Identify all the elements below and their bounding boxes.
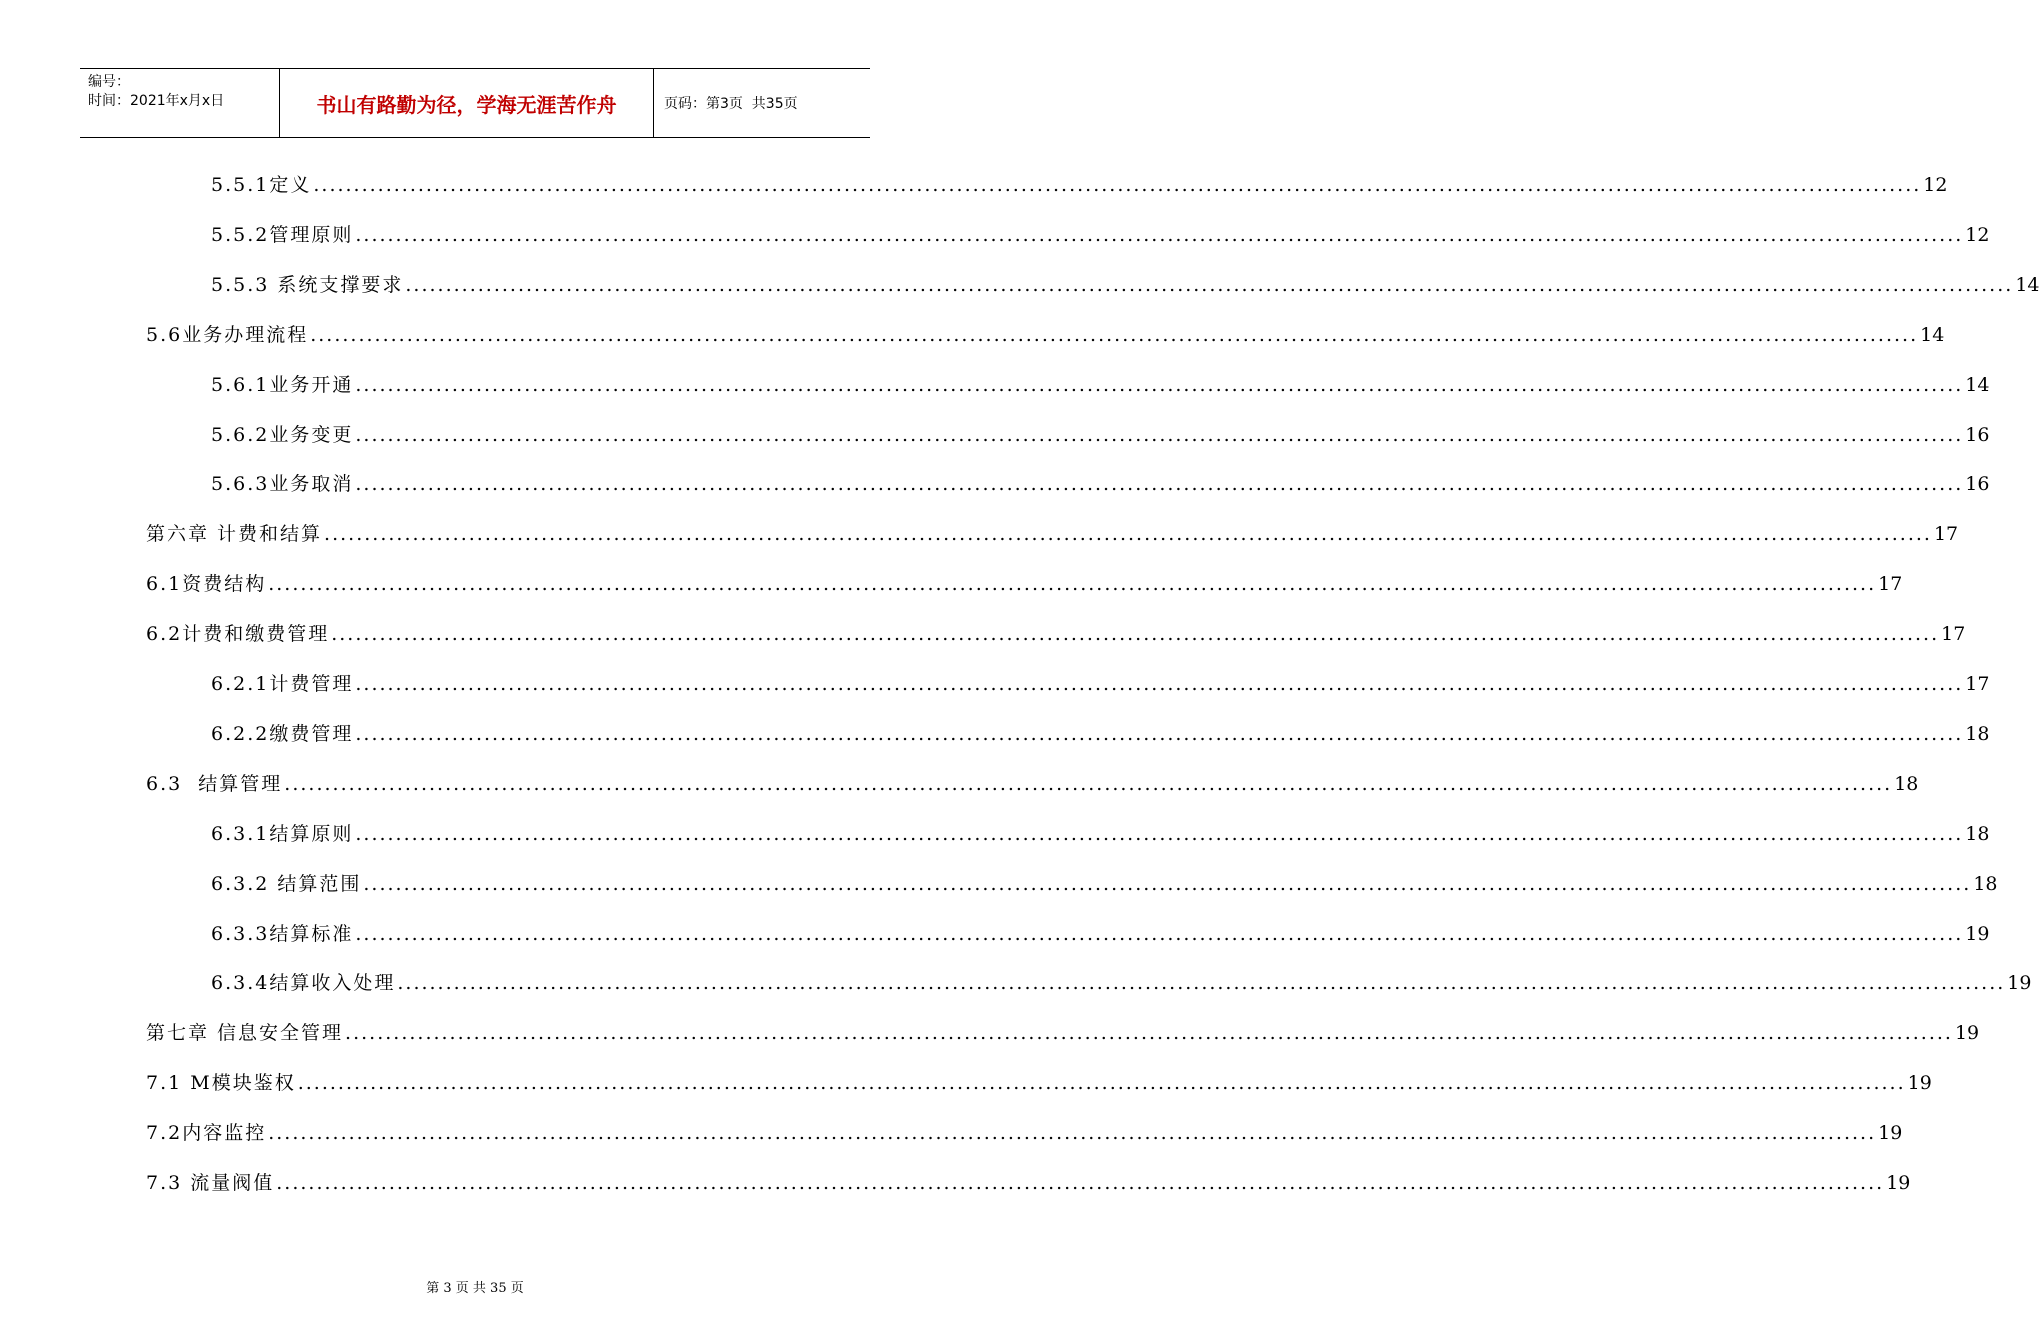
header-motto (280, 69, 654, 137)
toc-entry[interactable] (146, 320, 1945, 348)
header-page-info (654, 69, 870, 137)
header-date: 时间：2021年x月x日 (88, 93, 225, 109)
toc-leader-dots: ........................................................................................................................................................................................................ (297, 1072, 1906, 1095)
toc-entry-page-number: 16 (1965, 423, 1990, 446)
toc-entry[interactable] (146, 1118, 1903, 1146)
toc-entry[interactable] (211, 669, 1990, 697)
toc-entry-page-number: 12 (1965, 223, 1990, 246)
toc-entry-page-number: 14 (1965, 373, 1990, 396)
toc-entry-title: 6.2.1计费管理 (211, 673, 354, 695)
toc-entry[interactable] (211, 270, 2040, 298)
toc-leader-dots: ........................................................................................................................................................................................................ (284, 772, 1893, 795)
page-header (80, 68, 870, 138)
toc-entry[interactable] (211, 420, 1990, 448)
toc-leader-dots: ........................................................................................................................................................................................................ (331, 623, 1940, 646)
toc-entry-title: 6.3.2 结算范围 (211, 872, 362, 895)
toc-entry-title: 6.2.2缴费管理 (211, 722, 354, 745)
toc-entry[interactable] (146, 769, 1919, 797)
toc-leader-dots: ........................................................................................................................................................................................................ (355, 373, 1964, 396)
toc-leader-dots: ........................................................................................................................................................................................................ (268, 573, 1877, 596)
toc-entry-page-number: 18 (1894, 772, 1919, 795)
toc-leader-dots: ........................................................................................................................................................................................................ (355, 673, 1964, 695)
toc-entry-page-number: 14 (2015, 273, 2040, 296)
toc-entry[interactable] (211, 919, 1990, 947)
toc-leader-dots: ........................................................................................................................................................................................................ (355, 223, 1964, 246)
toc-entry[interactable] (211, 370, 1990, 398)
toc-leader-dots: ........................................................................................................................................................................................................ (405, 273, 2014, 296)
toc-entry-page-number: 16 (1965, 473, 1990, 496)
toc-leader-dots: ........................................................................................................................................................................................................ (397, 972, 2006, 995)
toc-entry[interactable] (211, 220, 1990, 248)
toc-entry-title: 5.6业务办理流程 (146, 323, 309, 346)
toc-entry-title: 6.3.1结算原则 (211, 822, 354, 845)
toc-leader-dots: ........................................................................................................................................................................................................ (355, 423, 1964, 446)
toc-entry-title: 6.3.4结算收入处理 (211, 972, 396, 995)
toc-entry-page-number: 19 (1886, 1172, 1911, 1194)
toc-entry[interactable] (211, 968, 2032, 996)
toc-entry-title: 5.6.2业务变更 (211, 423, 354, 446)
toc-entry[interactable] (146, 1168, 1911, 1196)
toc-leader-dots: ........................................................................................................................................................................................................ (355, 822, 1964, 845)
toc-entry-title: 5.5.3 系统支撑要求 (211, 273, 404, 296)
toc-entry[interactable] (211, 170, 1948, 198)
toc-leader-dots: ........................................................................................................................................................................................................ (324, 523, 1932, 546)
toc-entry-title: 6.3.3结算标准 (211, 922, 354, 945)
toc-leader-dots: ........................................................................................................................................................................................................ (355, 722, 1964, 745)
toc-entry-page-number: 19 (1907, 1072, 1932, 1095)
toc-entry-title: 第七章 信息安全管理 (146, 1022, 344, 1045)
toc-entry-page-number: 12 (1923, 174, 1948, 196)
toc-leader-dots: ........................................................................................................................................................................................................ (355, 473, 1964, 496)
toc-entry-title: 6.2计费和缴费管理 (146, 623, 330, 646)
toc-entry-title: 6.3 结算管理 (146, 772, 283, 795)
toc-entry-title: 7.3 流量阀值 (146, 1172, 275, 1194)
header-meta (80, 69, 280, 137)
toc-leader-dots: ........................................................................................................................................................................................................ (313, 174, 1922, 196)
toc-entry-page-number: 18 (1965, 822, 1990, 845)
toc-entry-title: 6.1资费结构 (146, 573, 267, 596)
footer-page-number: 第 3 页 共 35 页 (426, 1281, 524, 1296)
toc-entry[interactable] (146, 1018, 1980, 1046)
page-info-text: 页码：第3页 共35页 (664, 96, 798, 112)
toc-entry-page-number: 17 (1878, 573, 1903, 596)
toc-entry-title: 5.5.1定义 (211, 174, 312, 196)
toc-leader-dots: ........................................................................................................................................................................................................ (363, 872, 1972, 895)
page-footer (0, 1277, 950, 1296)
toc-entry-page-number: 19 (1954, 1022, 1980, 1045)
toc-entry[interactable] (211, 469, 1990, 497)
toc-entry-page-number: 14 (1920, 323, 1945, 346)
toc-entry[interactable] (211, 819, 1990, 847)
toc-entry-page-number: 19 (1878, 1122, 1903, 1145)
toc-entry-page-number: 19 (2007, 972, 2032, 995)
toc-entry-title: 5.6.3业务取消 (211, 473, 354, 496)
toc-entry-title: 5.5.2管理原则 (211, 223, 354, 246)
toc-entry[interactable] (211, 719, 1990, 747)
toc-entry[interactable] (146, 619, 1966, 647)
toc-leader-dots: ........................................................................................................................................................................................................ (268, 1122, 1877, 1145)
toc-leader-dots: ........................................................................................................................................................................................................ (276, 1172, 1885, 1194)
toc-entry-title: 7.1 M模块鉴权 (146, 1072, 296, 1095)
toc-entry-page-number: 19 (1965, 922, 1990, 945)
header-number-label: 编号： (88, 74, 130, 90)
toc-entry[interactable] (146, 519, 1959, 547)
toc-entry-page-number: 17 (1965, 673, 1990, 695)
toc-entry[interactable] (146, 1068, 1932, 1096)
toc-entry-title: 第六章 计费和结算 (146, 523, 323, 546)
toc-entry[interactable] (146, 569, 1903, 597)
toc-leader-dots: ........................................................................................................................................................................................................ (345, 1022, 1953, 1045)
motto-text: 书山有路勤为径，学海无涯苦作舟 (316, 92, 617, 117)
toc-entry-page-number: 18 (1965, 722, 1990, 745)
toc-entry-page-number: 17 (1941, 623, 1966, 646)
toc-entry-page-number: 17 (1933, 523, 1959, 546)
toc-entry-title: 5.6.1业务开通 (211, 373, 354, 396)
toc-entry[interactable] (211, 869, 1998, 897)
toc-entry-title: 7.2内容监控 (146, 1122, 267, 1145)
toc-leader-dots: ........................................................................................................................................................................................................ (355, 922, 1964, 945)
toc-leader-dots: ........................................................................................................................................................................................................ (310, 323, 1919, 346)
toc-entry-page-number: 18 (1973, 872, 1998, 895)
